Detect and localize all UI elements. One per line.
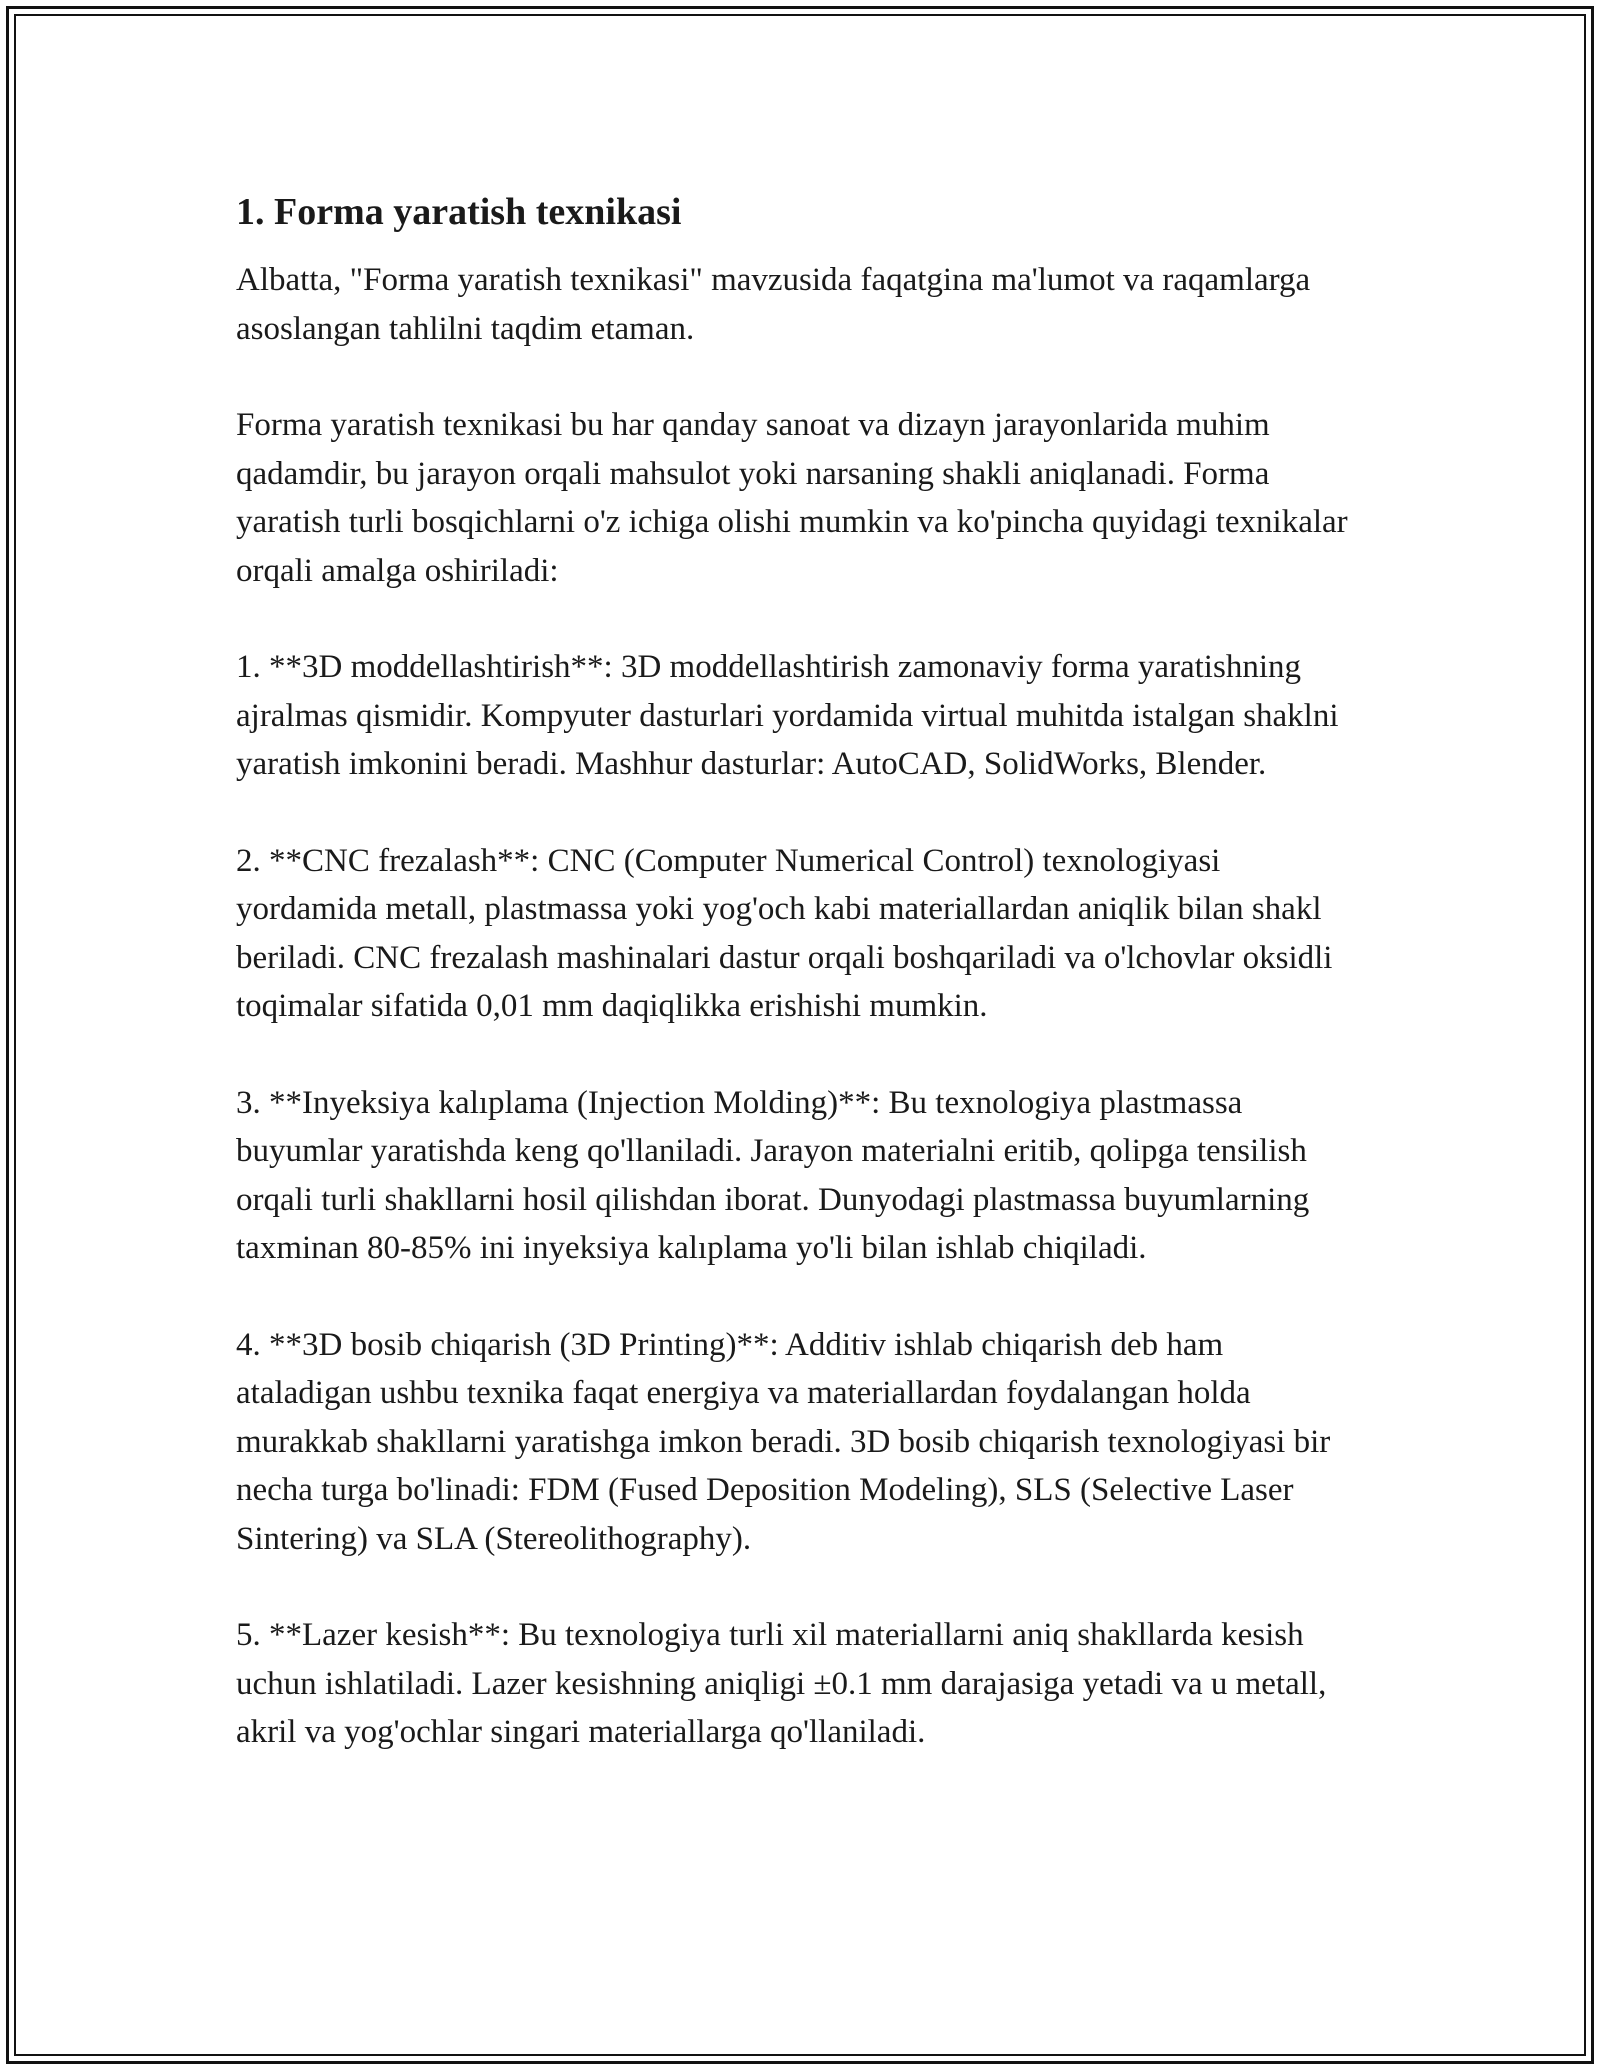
technique-3d-printing-paragraph: 4. **3D bosib chiqarish (3D Printing)**: Additiv ishlab chiqarish deb ham ataladigan ushbu texnika faqat energiya va materiallardan foydalangan holda murakkab shakllarni yaratishga imkon beradi. 3D bosib chiqarish texnologiyasi bir necha turga bo'linadi: FDM (Fused Deposition Modeling), SLS (Selective Laser Sintering) va SLA (Stereolithography). [236, 1326, 1331, 1557]
section-heading: 1. Forma yaratish texnikasi [236, 191, 682, 233]
document-body [236, 186, 1366, 1805]
technique-injection-molding-paragraph: 3. **Inyeksiya kalıplama (Injection Molding)**: Bu texnologiya plastmassa buyumlar yaratishda keng qo'llaniladi. Jarayon materialni eritib, qolipga tensilish orqali turli shakllarni hosil qilishdan iborat. Dunyodagi plastmassa buyumlarning taxminan 80-85% ini inyeksiya kalıplama yo'li bilan ishlab chiqiladi. [236, 1084, 1310, 1266]
technique-cnc-paragraph: 2. **CNC frezalash**: CNC (Computer Numerical Control) texnologiyasi yordamida metall, plastmassa yoki yog'och kabi materiallardan aniqlik bilan shakl beriladi. CNC frezalash mashinalari dastur orqali boshqariladi va o'lchovlar oksidli toqimalar sifatida 0,01 mm daqiqlikka erishishi mumkin. [236, 842, 1333, 1024]
intro-paragraph: Albatta, "Forma yaratish texnikasi" mavzusida faqatgina ma'lumot va raqamlarga asoslangan tahlilni taqdim etaman. [236, 262, 1311, 347]
technique-laser-cutting-paragraph: 5. **Lazer kesish**: Bu texnologiya turli xil materiallarni aniq shakllarda kesish uchun ishlatiladi. Lazer kesishning aniqligi ±0.1 mm darajasiga yetadi va u metall, akril va yog'ochlar singari materiallarga qo'llaniladi. [236, 1617, 1327, 1750]
overview-paragraph: Forma yaratish texnikasi bu har qanday sanoat va dizayn jarayonlarida muhim qadamdir, bu jarayon orqali mahsulot yoki narsaning shakli aniqlanadi. Forma yaratish turli bosqichlarni o'z ichiga olishi mumkin va ko'pincha quyidagi texnikalar orqali amalga oshiriladi: [236, 407, 1348, 589]
technique-3d-modeling-paragraph: 1. **3D moddellashtirish**: 3D moddellashtirish zamonaviy forma yaratishning ajralmas qismidir. Kompyuter dasturlari yordamida virtual muhitda istalgan shaklni yaratish imkonini beradi. Mashhur dasturlar: AutoCAD, SolidWorks, Blender. [236, 649, 1339, 782]
